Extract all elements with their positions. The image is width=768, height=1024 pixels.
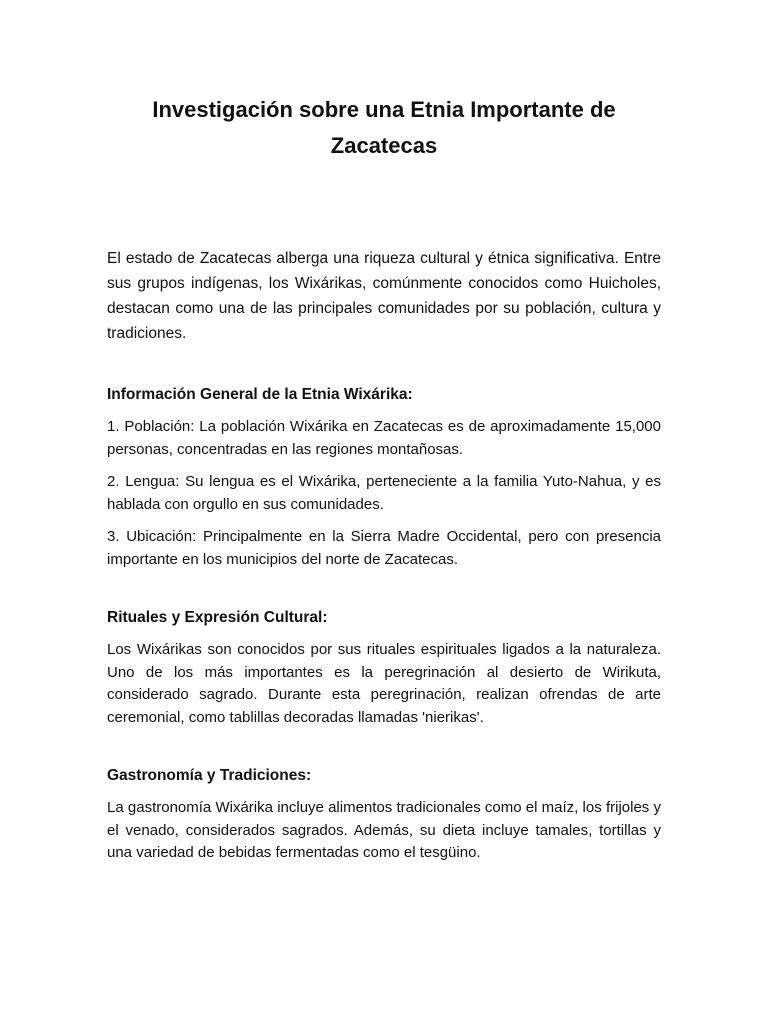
section-heading: Rituales y Expresión Cultural:: [107, 609, 328, 626]
list-item-poblacion: 1. Población: La población Wixárika en Zacatecas es de aproximadamente 15,000 personas, concentradas en las regiones montañosas.: [107, 418, 661, 458]
gastronomia-paragraph: La gastronomía Wixárika incluye alimentos tradicionales como el maíz, los frijoles y el venado, considerados sagrados. Además, su dieta incluye tamales, tortillas y una variedad de bebidas fermentadas como el tesgüino.: [107, 799, 661, 861]
section-gastronomia: [107, 765, 661, 865]
intro-paragraph: El estado de Zacatecas alberga una riqueza cultural y étnica significativa. Entre sus grupos indígenas, los Wixárikas, comúnmente conocidos como Huicholes, destacan como una de las principales comunidades por su población, cultura y tradiciones.: [107, 250, 661, 342]
rituales-paragraph: Los Wixárikas son conocidos por sus rituales espirituales ligados a la naturaleza. Uno de los más importantes es la peregrinación al desierto de Wirikuta, considerado sagrado. Durante esta peregrinación, realizan ofrendas de arte ceremonial, como tablillas decoradas llamadas 'nierikas'.: [107, 641, 661, 726]
section-heading: Información General de la Etnia Wixárika:: [107, 386, 413, 403]
list-item-ubicacion: 3. Ubicación: Principalmente en la Sierra Madre Occidental, pero con presencia importante en los municipios del norte de Zacatecas.: [107, 528, 661, 568]
section-heading: Gastronomía y Tradiciones:: [107, 767, 312, 784]
section-general-info: [107, 384, 661, 571]
document-title: Investigación sobre una Etnia Importante de Zacatecas: [152, 97, 616, 158]
list-item-lengua: 2. Lengua: Su lengua es el Wixárika, perteneciente a la familia Yuto-Nahua, y es hablada con orgullo en sus comunidades.: [107, 473, 661, 513]
section-rituales: [107, 607, 661, 729]
